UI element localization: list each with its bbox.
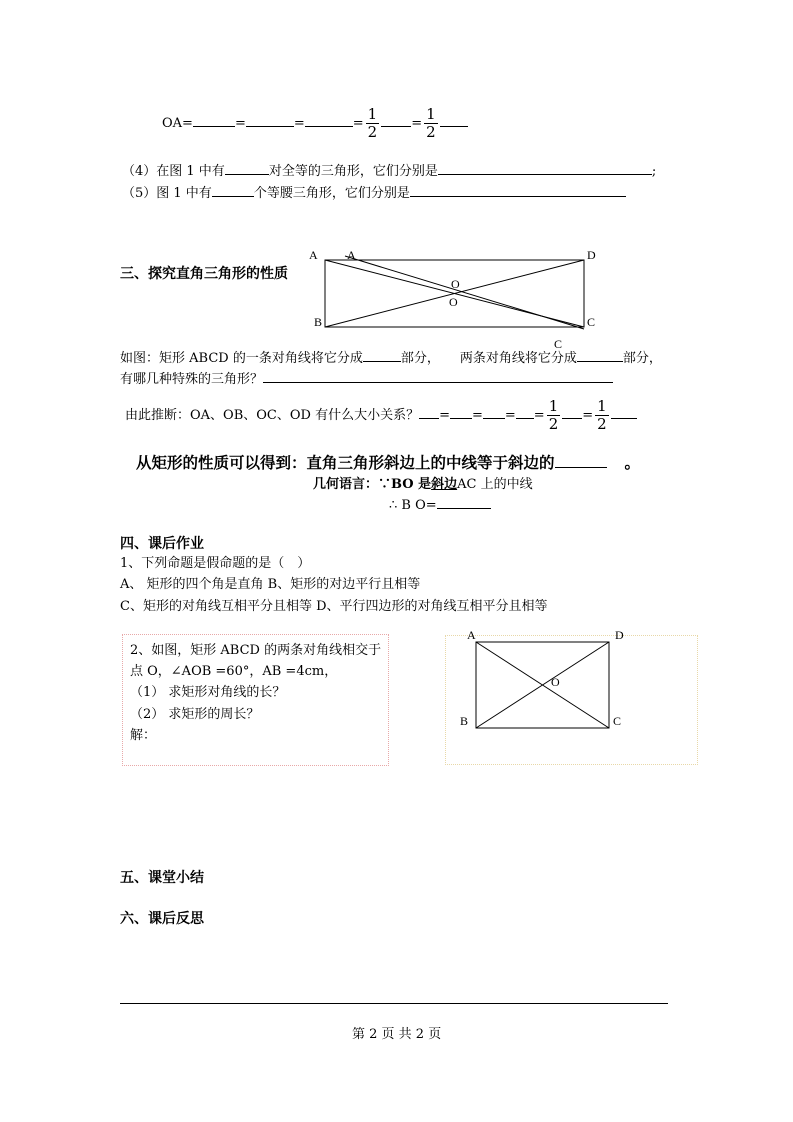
page-number: 第 2 页 共 2 页 bbox=[352, 1027, 442, 1042]
label-b: B bbox=[314, 315, 323, 329]
section-6-title: 六、课后反思 bbox=[120, 911, 204, 927]
question-5: （5）图 1 中有 个等腰三角形，它们分别是 bbox=[122, 183, 626, 203]
problem-2-line1: 2、如图，矩形 ABCD 的两条对角线相交于 bbox=[130, 643, 382, 658]
paragraph-1-line1: 如图：矩形 ABCD 的一条对角线将它分成 部分， 两条对角线将它分成 部分， bbox=[120, 348, 662, 368]
label-o2: O bbox=[449, 295, 458, 309]
problem-2-line4: （2） 求矩形的周长？ bbox=[130, 707, 260, 722]
section-4-title: 四、课后作业 bbox=[120, 536, 204, 552]
label-b-2: B bbox=[460, 714, 469, 728]
label-a-2: A bbox=[467, 628, 476, 642]
label-c2: C bbox=[554, 337, 563, 351]
label-o-2: O bbox=[551, 675, 560, 689]
fraction-half: $\frac{1}{2}$ bbox=[597, 397, 607, 433]
paragraph-1-line2: 有哪几种特殊的三角形？ bbox=[120, 369, 613, 389]
label-d: D bbox=[587, 248, 596, 262]
problem-2-line3: （1） 求矩形对角线的长？ bbox=[130, 685, 286, 700]
options-c-d: C、矩形的对角线互相平分且相等 D、平行四边形的对角线互相平分且相等 bbox=[120, 599, 548, 614]
fraction-half: $\frac{1}{2}$ bbox=[548, 397, 559, 433]
oa-equation: OA= = = = $\frac{1}{2}$ = $\frac{1}{2}$ bbox=[162, 106, 468, 141]
label-d-2: D bbox=[615, 628, 624, 642]
fraction-half: $\frac{1}{2}$ bbox=[367, 105, 378, 141]
diagonal-ac-offset bbox=[345, 256, 584, 329]
label-c: C bbox=[587, 315, 596, 329]
label-c-2: C bbox=[613, 714, 622, 728]
geometry-language: 几何语言：∵BO 是斜边AC 上的中线 bbox=[313, 477, 533, 492]
label-o: O bbox=[451, 277, 460, 291]
problem-2-line2: 点 O，∠AOB =60°，AB =4cm， bbox=[130, 664, 338, 679]
figure-rectangle-2 bbox=[455, 628, 635, 736]
section-5-title: 五、课堂小结 bbox=[120, 870, 204, 886]
conclusion-statement: 从矩形的性质可以得到：直角三角形斜边上的中线等于斜边的 。 bbox=[136, 453, 641, 472]
therefore-line: ∴ B O= bbox=[389, 495, 491, 515]
oa-label: OA= bbox=[162, 116, 193, 131]
options-a-b: A、 矩形的四个角是直角 B、矩形的对边平行且相等 bbox=[120, 577, 421, 592]
label-a2: A bbox=[347, 248, 356, 262]
question-4: （4）在图 1 中有 对全等的三角形，它们分别是 ; bbox=[122, 161, 656, 181]
fraction-half: $\frac{1}{2}$ bbox=[426, 105, 436, 141]
footer-divider bbox=[120, 1003, 668, 1004]
section-3-title: 三、探究直角三角形的性质 bbox=[120, 266, 288, 282]
problem-2-line5: 解： bbox=[130, 728, 157, 743]
inference-line: 由此推断：OA、OB、OC、OD 有什么大小关系？ = = = = $\frac{1}{2}$ = $\frac{1}{2}$ bbox=[125, 398, 637, 433]
label-a: A bbox=[309, 248, 318, 262]
homework-question-1: 1、下列命题是假命题的是（ ） bbox=[120, 556, 311, 571]
figure-rectangle-1 bbox=[300, 240, 610, 352]
